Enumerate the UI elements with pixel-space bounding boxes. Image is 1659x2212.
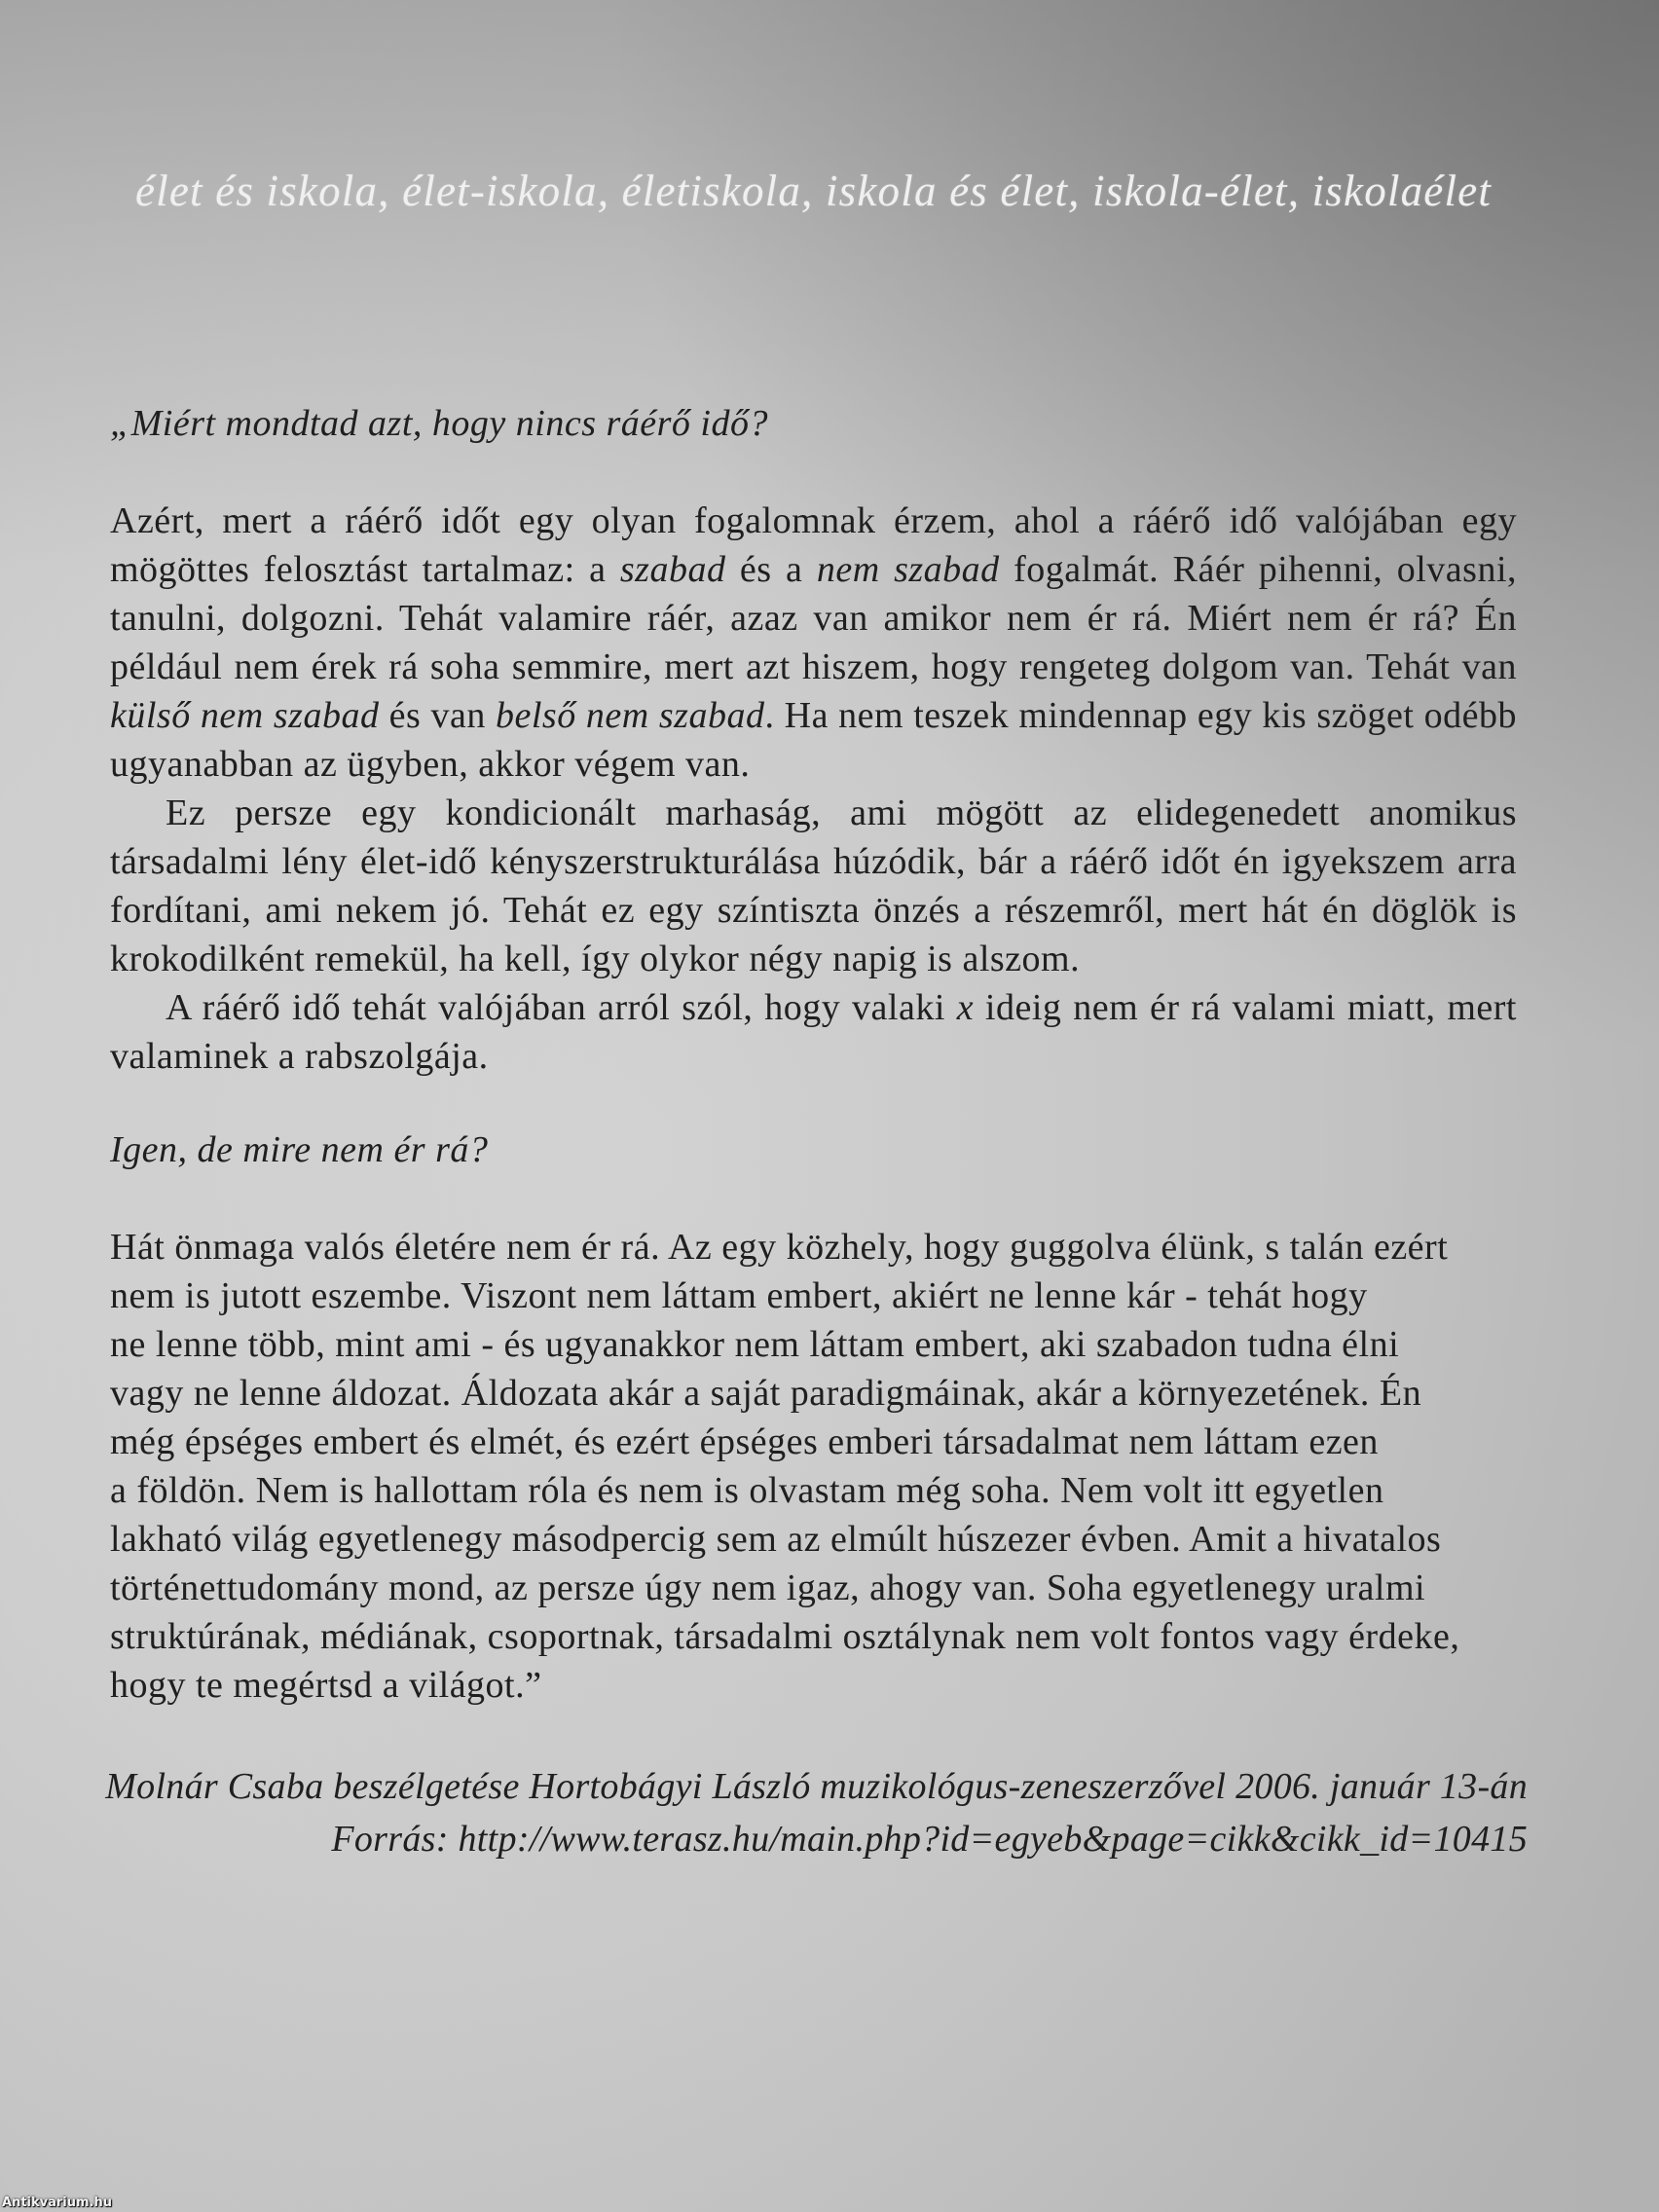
text-segment: és a [725, 549, 817, 590]
text-line: történettudomány mond, az persze úgy nem igaz, ahogy van. Soha egyetlenegy uralmi [110, 1567, 1426, 1608]
attribution-source: Forrás: http://www.terasz.hu/main.php?id=egyeb&page=cikk&cikk_id=10415 [331, 1819, 1528, 1860]
question-2: Igen, de mire nem ér rá? [110, 1129, 489, 1170]
emphasis: nem szabad [816, 549, 1000, 590]
text-line: tanulni, dolgozni. Tehát valamire ráér, azaz van amikor nem ér rá. Miért nem ér rá? Én [110, 598, 1517, 639]
text-segment: A ráérő idő tehát valójában arról szól, hogy valaki [166, 987, 957, 1028]
emphasis: x [956, 987, 975, 1028]
text-line: ugyanabban az ügyben, akkor végem van. [110, 744, 751, 785]
attribution-credit: Molnár Csaba beszélgetése Hortobágyi László muzikológus-zeneszerzővel 2006. január 13-án [105, 1766, 1528, 1807]
text-line: ne lenne több, mint ami - és ugyanakkor nem láttam embert, aki szabadon tudna élni [110, 1324, 1400, 1365]
emphasis: belső nem szabad [496, 695, 765, 736]
text-segment: ideig nem ér rá valami miatt, mert [974, 987, 1517, 1028]
answer-2 [110, 1223, 1517, 1710]
text-line [110, 545, 1517, 594]
text-line: nem is jutott eszembe. Viszont nem láttam embert, akiért ne lenne kár - tehát hogy [110, 1275, 1368, 1316]
text-segment: fogalmát. Ráér pihenni, olvasni, [999, 549, 1517, 590]
text-line: hogy te megértsd a világot.” [110, 1665, 542, 1706]
text-segment: . Ha nem teszek mindennap egy kis szöget odébb [764, 695, 1518, 736]
text-line: a földön. Nem is hallottam róla és nem is olvastam még soha. Nem volt itt egyetlen [110, 1470, 1384, 1511]
text-line: Hát önmaga valós életére nem ér rá. Az egy közhely, hogy guggolva élünk, s talán ezért [110, 1227, 1449, 1268]
text-line: társadalmi lény élet-idő kényszerstrukturálása húzódik, bár a ráérő időt én igyekszem arra [110, 841, 1517, 882]
watermark: Antikvarium.hu [2, 2195, 112, 2210]
text-line: lakható világ egyetlenegy másodpercig sem az elmúlt húszezer évben. Amit a hivatalos [110, 1519, 1442, 1560]
text-line: krokodilként remekül, ha kell, így olykor négy napig is alszom. [110, 939, 1081, 979]
text-line [110, 983, 1517, 1032]
text-line: vagy ne lenne áldozat. Áldozata akár a saját paradigmáinak, akár a környezetének. Én [110, 1373, 1422, 1414]
running-header: élet és iskola, élet-iskola, életiskola, iskola és élet, iskola-élet, iskolaélet [134, 166, 1493, 215]
text-line: Azért, mert a ráérő időt egy olyan fogalomnak érzem, ahol a ráérő idő valójában egy [110, 500, 1517, 541]
text-segment: és van [379, 695, 496, 736]
emphasis: szabad [619, 549, 726, 590]
text-line: még épséges embert és elmét, és ezért épséges emberi társadalmat nem láttam ezen [110, 1421, 1379, 1462]
answer-1 [110, 497, 1517, 1081]
question-1: „Miért mondtad azt, hogy nincs ráérő idő? [110, 403, 768, 444]
emphasis: külső nem szabad [110, 695, 380, 736]
text-line [110, 691, 1517, 740]
text-line: Ez persze egy kondicionált marhaság, ami mögött az elidegenedett anomikus [166, 793, 1517, 833]
text-segment: mögöttes felosztást tartalmaz: a [110, 549, 620, 590]
text-line: fordítani, ami nekem jó. Tehát ez egy színtiszta önzés a részemről, mert hát én döglök is [110, 890, 1517, 931]
attribution [105, 1760, 1528, 1865]
text-line: valaminek a rabszolgája. [110, 1036, 489, 1077]
text-line: struktúrának, médiának, csoportnak, társadalmi osztálynak nem volt fontos vagy érdeke, [110, 1616, 1460, 1657]
text-line: például nem érek rá soha semmire, mert azt hiszem, hogy rengeteg dolgom van. Tehát van [110, 646, 1517, 687]
